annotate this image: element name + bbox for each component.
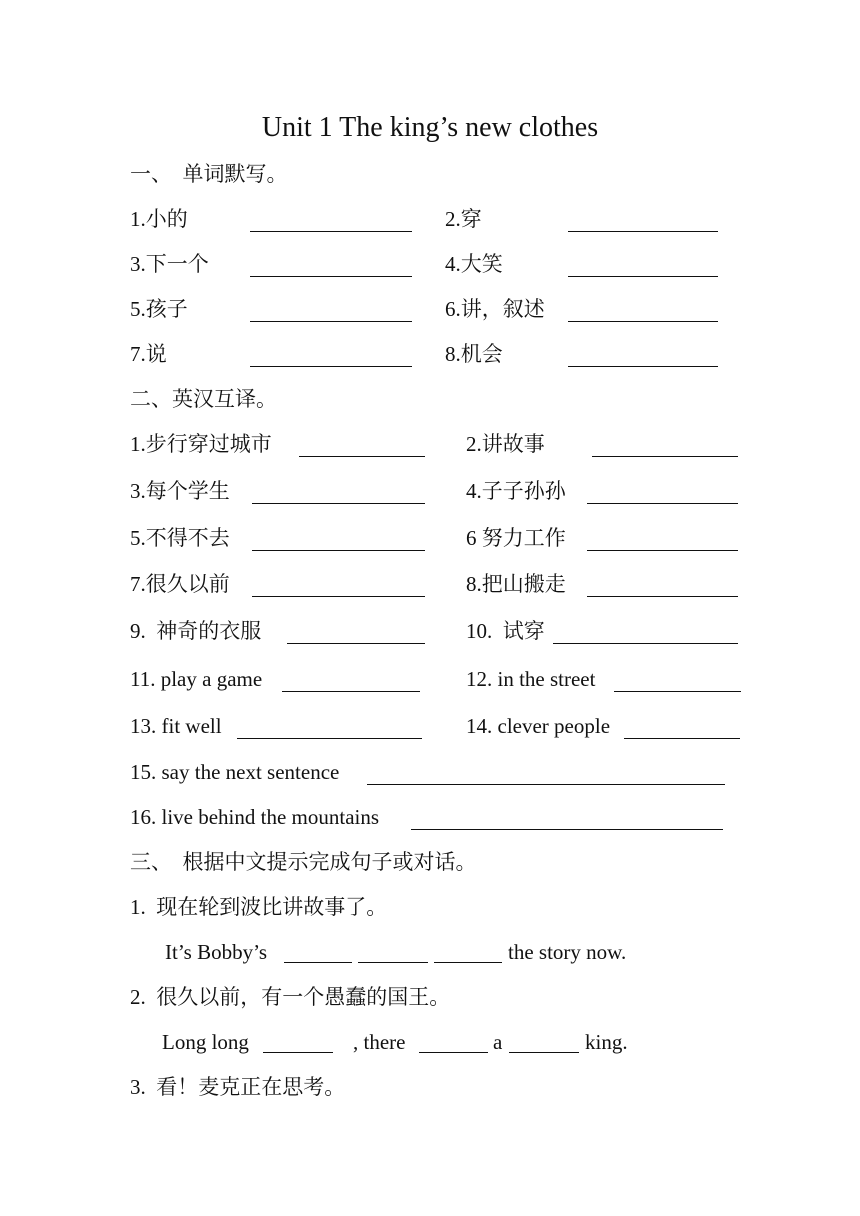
section3-q3-chinese: 3. 看！麦克正在思考。 [130, 1075, 346, 1099]
section2-item-9: 9. 神奇的衣服 [130, 619, 262, 643]
answer-blank[interactable] [252, 596, 425, 597]
answer-blank[interactable] [509, 1052, 579, 1053]
section2-item-15: 15. say the next sentence [130, 760, 340, 784]
section1-item-3: 3.下一个 [130, 252, 209, 276]
section2-item-14: 14. clever people [466, 714, 611, 738]
answer-blank[interactable] [237, 738, 422, 739]
section1-heading: 一、 单词默写。 [130, 162, 288, 186]
section1-item-7: 7.说 [130, 342, 167, 366]
answer-blank[interactable] [358, 962, 428, 963]
section2-item-5: 5.不得不去 [130, 526, 230, 550]
section1-item-4: 4.大笑 [445, 252, 503, 276]
answer-blank[interactable] [592, 456, 738, 457]
section2-item-11: 11. play a game [130, 667, 263, 691]
answer-blank[interactable] [250, 321, 412, 322]
answer-blank[interactable] [553, 643, 738, 644]
section1-item-5: 5.孩子 [130, 297, 188, 321]
answer-blank[interactable] [568, 276, 718, 277]
section1-item-8: 8.机会 [445, 342, 503, 366]
answer-blank[interactable] [587, 503, 738, 504]
answer-blank[interactable] [434, 962, 502, 963]
section2-item-8: 8.把山搬走 [466, 572, 566, 596]
answer-blank[interactable] [624, 738, 740, 739]
section3-q2-text-start: Long long [162, 1030, 249, 1054]
answer-blank[interactable] [587, 550, 738, 551]
section1-item-6: 6.讲，叙述 [445, 297, 545, 321]
section3-q1-text-end: the story now. [508, 940, 627, 964]
answer-blank[interactable] [284, 962, 352, 963]
section2-item-1: 1.步行穿过城市 [130, 432, 272, 456]
section3-q2-text-end: king. [585, 1030, 628, 1054]
section3-q2-text-there: , there [353, 1030, 406, 1054]
section3-q2-text-a: a [493, 1030, 503, 1054]
answer-blank[interactable] [250, 276, 412, 277]
section3-q1-chinese: 1. 现在轮到波比讲故事了。 [130, 895, 388, 919]
answer-blank[interactable] [419, 1052, 488, 1053]
page-title: Unit 1 The king’s new clothes [261, 112, 599, 143]
section2-heading: 二、英汉互译。 [130, 387, 277, 411]
answer-blank[interactable] [568, 231, 718, 232]
section2-item-3: 3.每个学生 [130, 479, 230, 503]
section2-item-12: 12. in the street [466, 667, 596, 691]
section2-item-10: 10. 试穿 [466, 619, 545, 643]
section3-q2-chinese: 2. 很久以前，有一个愚蠢的国王。 [130, 985, 451, 1009]
answer-blank[interactable] [568, 321, 718, 322]
answer-blank[interactable] [250, 366, 412, 367]
answer-blank[interactable] [614, 691, 741, 692]
answer-blank[interactable] [287, 643, 425, 644]
answer-blank[interactable] [282, 691, 420, 692]
section1-item-2: 2.穿 [445, 207, 482, 231]
section1-item-1: 1.小的 [130, 207, 188, 231]
section2-item-13: 13. fit well [130, 714, 222, 738]
answer-blank[interactable] [250, 231, 412, 232]
section2-item-2: 2.讲故事 [466, 432, 545, 456]
section2-item-16: 16. live behind the mountains [130, 805, 380, 829]
answer-blank[interactable] [252, 503, 425, 504]
answer-blank[interactable] [367, 784, 725, 785]
section2-item-6: 6 努力工作 [466, 526, 566, 550]
answer-blank[interactable] [299, 456, 425, 457]
section3-heading: 三、 根据中文提示完成句子或对话。 [130, 850, 477, 874]
section2-item-7: 7.很久以前 [130, 572, 230, 596]
answer-blank[interactable] [252, 550, 425, 551]
answer-blank[interactable] [587, 596, 738, 597]
section2-item-4: 4.子子孙孙 [466, 479, 566, 503]
answer-blank[interactable] [411, 829, 723, 830]
answer-blank[interactable] [263, 1052, 333, 1053]
section3-q1-text-start: It’s Bobby’s [165, 940, 268, 964]
answer-blank[interactable] [568, 366, 718, 367]
